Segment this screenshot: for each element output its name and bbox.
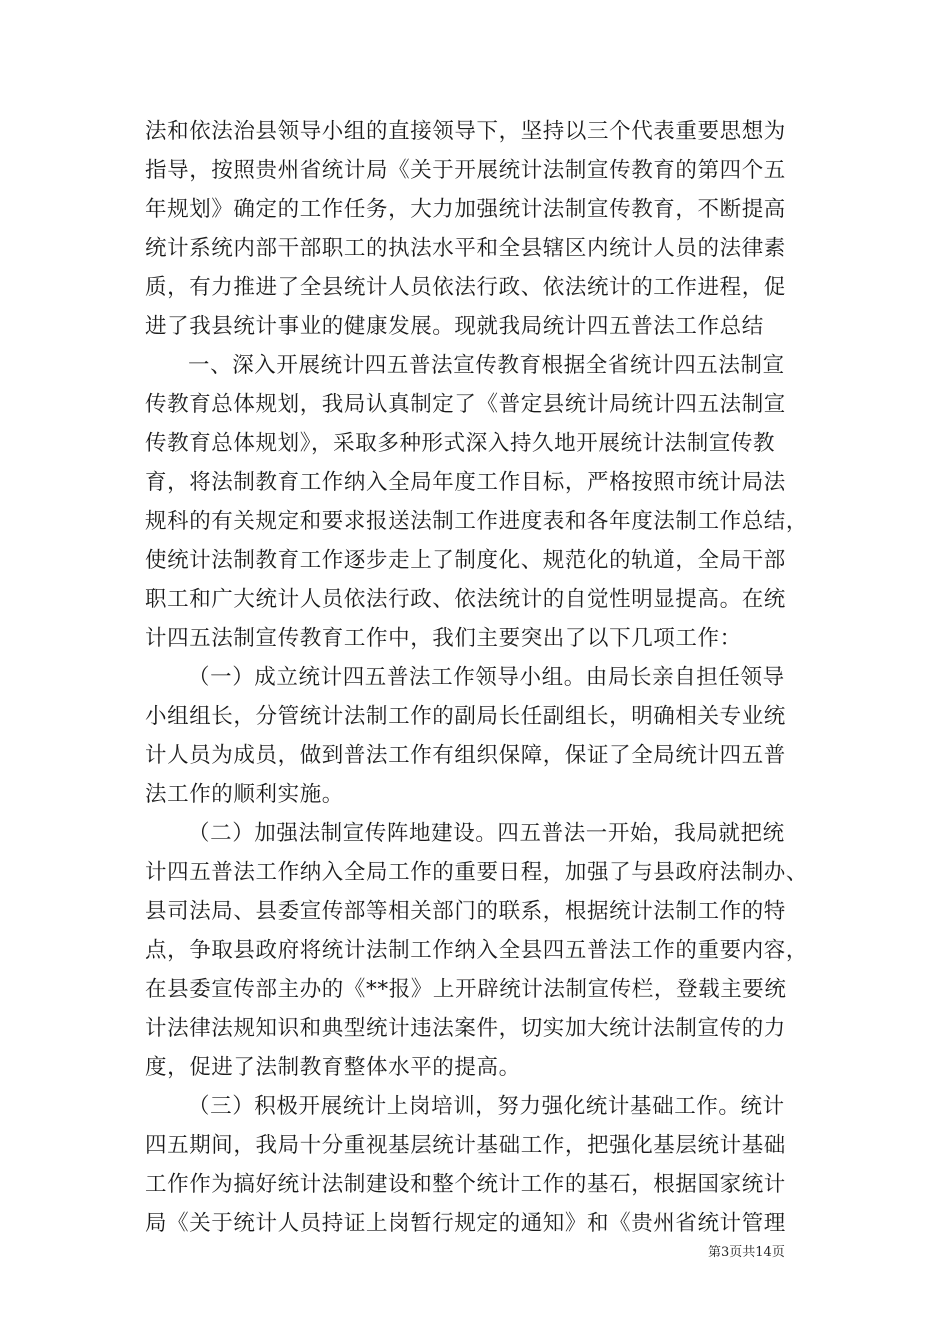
text-line: 在县委宣传部主办的《**报》上开辟统计法制宣传栏，登载主要统	[145, 977, 787, 1002]
text-line: 法工作的顺利实施。	[145, 782, 344, 807]
text-line: 育，将法制教育工作纳入全局年度工作目标，严格按照市统计局法	[145, 470, 786, 495]
text-line: 传教育总体规划，我局认真制定了《普定县统计局统计四五法制宣	[145, 392, 786, 417]
text-line: 年规划》确定的工作任务，大力加强统计法制宣传教育，不断提高	[145, 197, 786, 222]
paragraph-first-line: （二）加强法制宣传阵地建设。四五普法一开始，我局就把统	[188, 821, 785, 846]
text-line: 局《关于统计人员持证上岗暂行规定的通知》和《贵州省统计管理	[145, 1211, 786, 1236]
text-line: 使统计法制教育工作逐步走上了制度化、规范化的轨道，全局干部	[145, 548, 786, 573]
text-line: 传教育总体规划》，采取多种形式深入持久地开展统计法制宣传教	[145, 431, 776, 456]
text-line: 质，有力推进了全县统计人员依法行政、依法统计的工作进程，促	[145, 275, 786, 300]
paragraph-first-line: （一）成立统计四五普法工作领导小组。由局长亲自担任领导	[188, 665, 785, 690]
text-line: 小组组长，分管统计法制工作的副局长任副组长，明确相关专业统	[145, 704, 786, 729]
text-line: 统计系统内部干部职工的执法水平和全县辖区内统计人员的法律素	[145, 236, 786, 261]
text-line: 点，争取县政府将统计法制工作纳入全县四五普法工作的重要内容，	[145, 938, 809, 963]
text-line: 计四五普法工作纳入全局工作的重要日程，加强了与县政府法制办、	[145, 860, 809, 885]
text-line: 进了我县统计事业的健康发展。现就我局统计四五普法工作总结	[145, 314, 764, 339]
text-line: 指导，按照贵州省统计局《关于开展统计法制宣传教育的第四个五	[145, 158, 786, 183]
text-line: 工作作为搞好统计法制建设和整个统计工作的基石，根据国家统计	[145, 1172, 786, 1197]
text-line: 计四五法制宣传教育工作中，我们主要突出了以下几项工作：	[145, 626, 742, 651]
text-line: 计人员为成员，做到普法工作有组织保障，保证了全局统计四五普	[145, 743, 786, 768]
text-line: 规科的有关规定和要求报送法制工作进度表和各年度法制工作总结，	[145, 509, 809, 534]
text-line: 职工和广大统计人员依法行政、依法统计的自觉性明显提高。在统	[145, 587, 786, 612]
text-line: 计法律法规知识和典型统计违法案件，切实加大统计法制宣传的力	[145, 1016, 786, 1041]
text-line: 法和依法治县领导小组的直接领导下，坚持以三个代表重要思想为	[145, 119, 786, 144]
text-line: 四五期间，我局十分重视基层统计基础工作，把强化基层统计基础	[145, 1133, 786, 1158]
paragraph-first-line: （三）积极开展统计上岗培训，努力强化统计基础工作。统计	[188, 1094, 785, 1119]
page-number: 第3页共14页	[708, 1245, 785, 1260]
section-heading-line: 一、深入开展统计四五普法宣传教育根据全省统计四五法制宣	[188, 353, 785, 378]
text-line: 县司法局、县委宣传部等相关部门的联系，根据统计法制工作的特	[145, 899, 786, 924]
text-line: 度，促进了法制教育整体水平的提高。	[145, 1055, 521, 1080]
